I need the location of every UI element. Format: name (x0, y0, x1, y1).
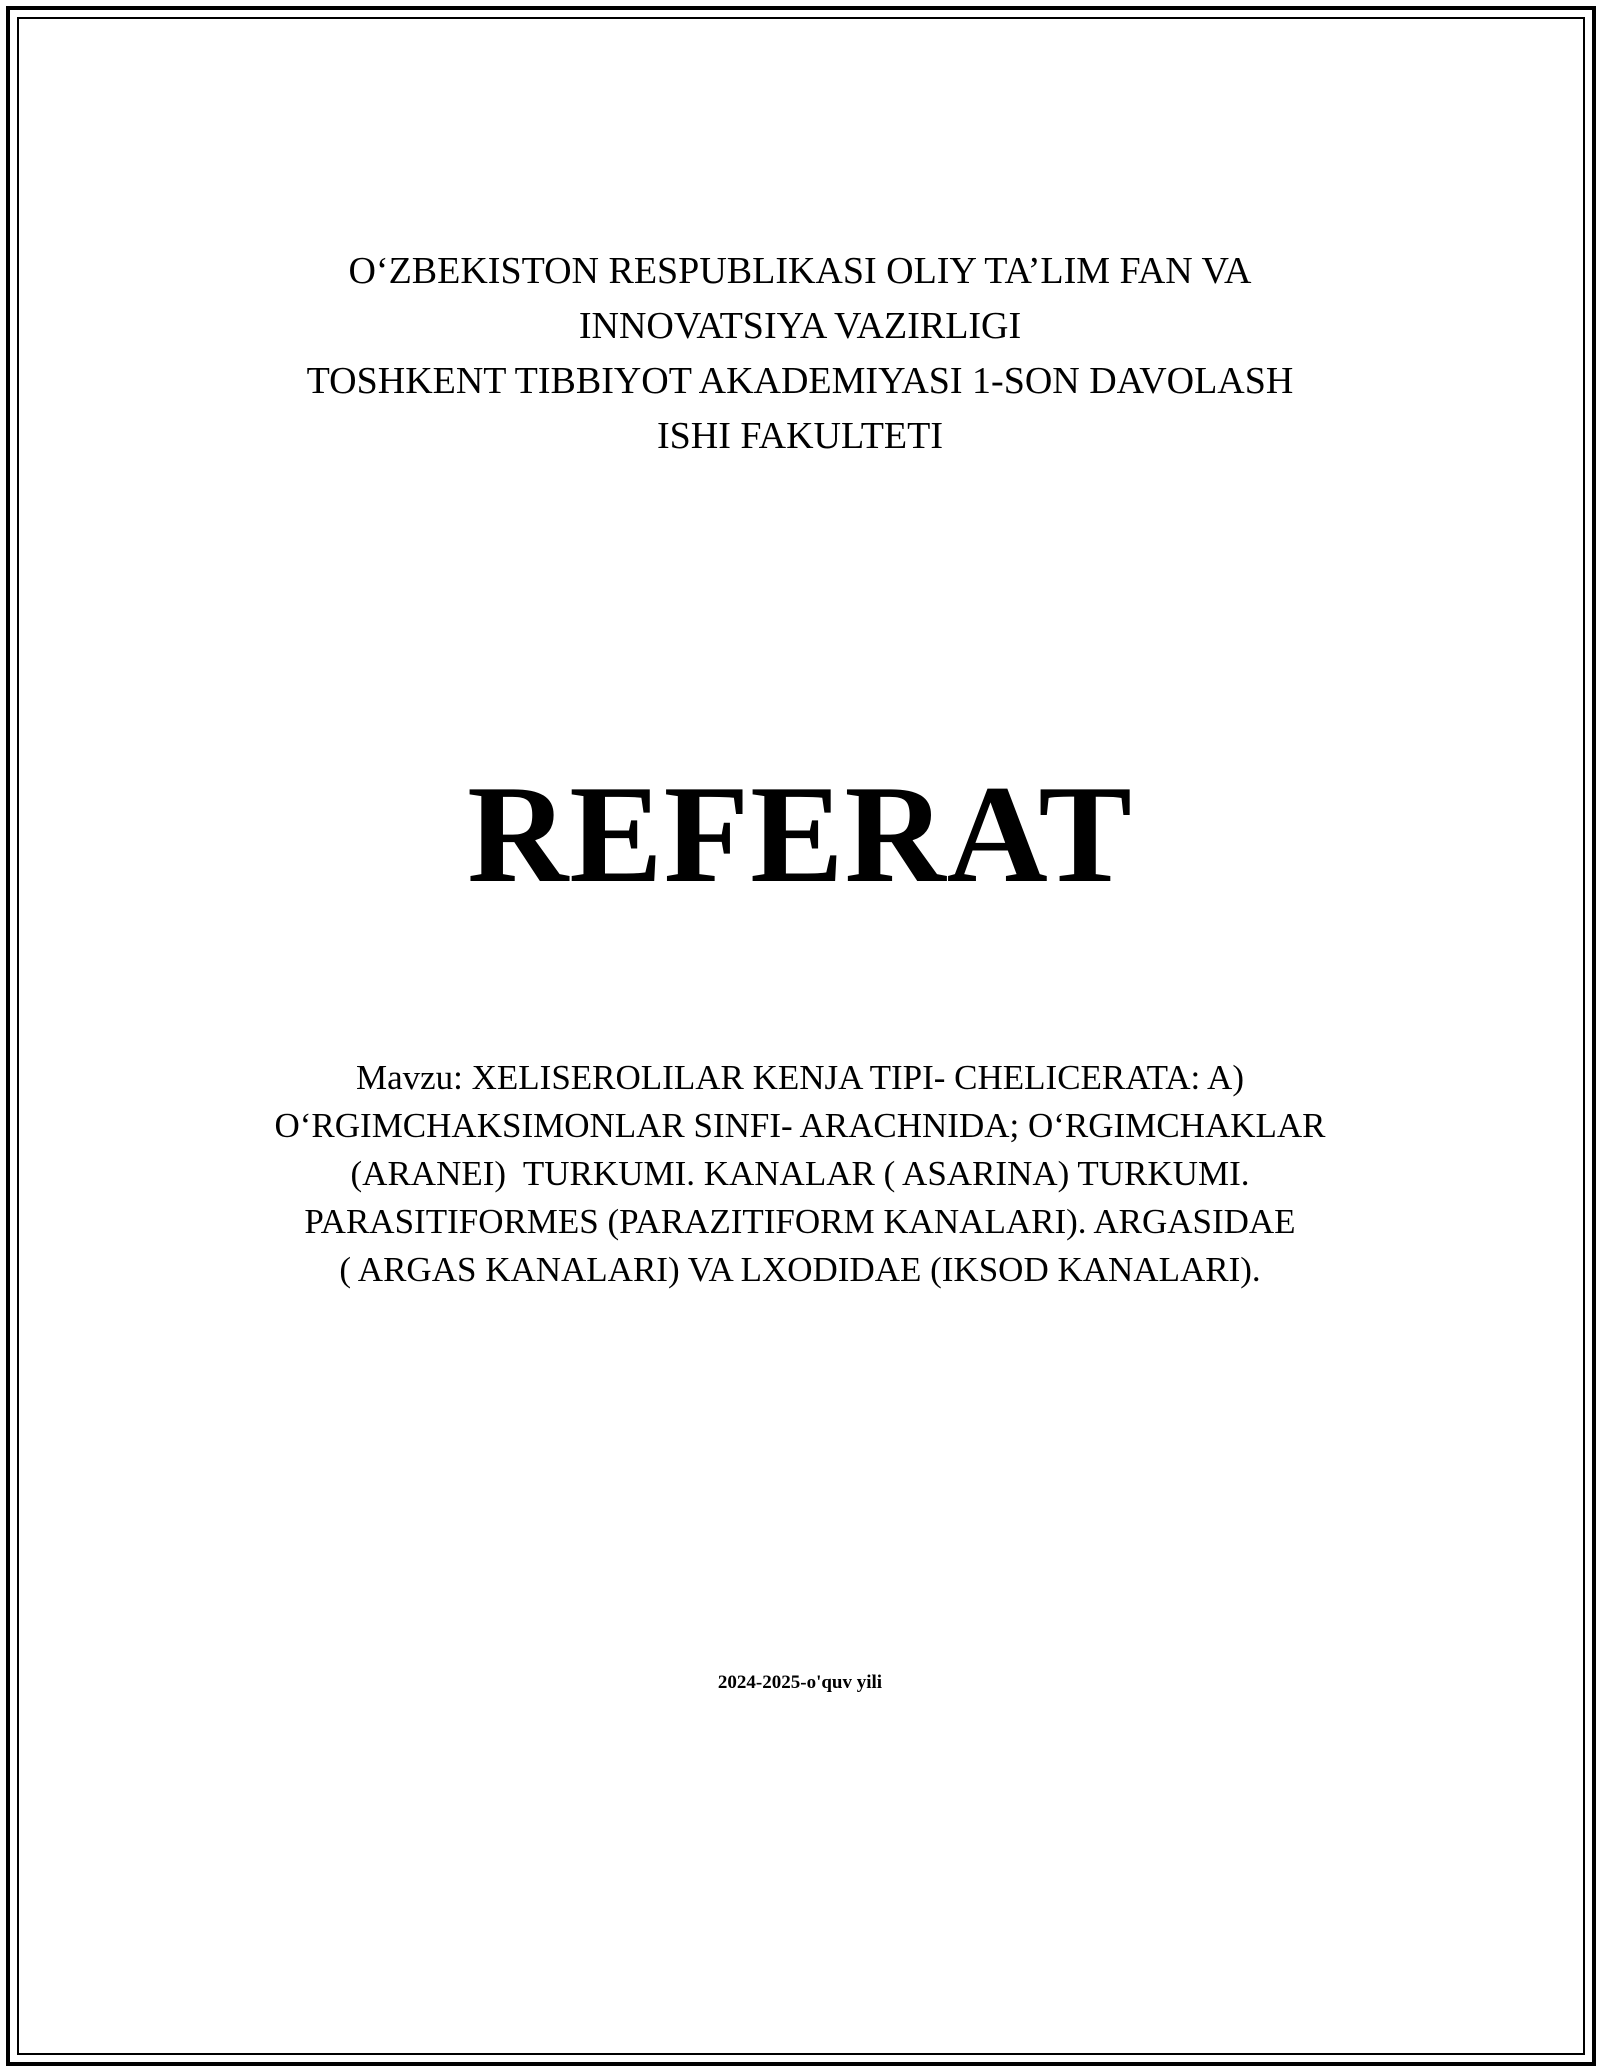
header-line: INNOVATSIYA VAZIRLIGI (578, 305, 1022, 347)
topic-line: (ARANEI) TURKUMI. KANALAR ( ASARINA) TURKUMI. (350, 1154, 1250, 1193)
header-line: O‘ZBEKISTON RESPUBLIKASI OLIY TA’LIM FAN VA (348, 250, 1252, 292)
topic-line: Mavzu: XELISEROLILAR KENJA TIPI- CHELICERATA: A) (355, 1058, 1244, 1097)
header-line: TOSHKENT TIBBIYOT AKADEMIYASI 1-SON DAVOLASH (306, 360, 1294, 402)
document-title: REFERAT (467, 757, 1133, 912)
academic-year: 2024-2025-o'quv yili (717, 1672, 883, 1693)
header-line: ISHI FAKULTETI (656, 415, 944, 457)
topic-line: O‘RGIMCHAKSIMONLAR SINFI- ARACHNIDA; O‘RGIMCHAKLAR (274, 1106, 1326, 1145)
ministry-header (0, 244, 1600, 464)
topic-line: PARASITIFORMES (PARAZITIFORM KANALARI). ARGASIDAE (304, 1202, 1296, 1241)
topic-block (0, 1054, 1600, 1294)
topic-line: ( ARGAS KANALARI) VA LXODIDAE (IKSOD KANALARI). (339, 1250, 1261, 1289)
